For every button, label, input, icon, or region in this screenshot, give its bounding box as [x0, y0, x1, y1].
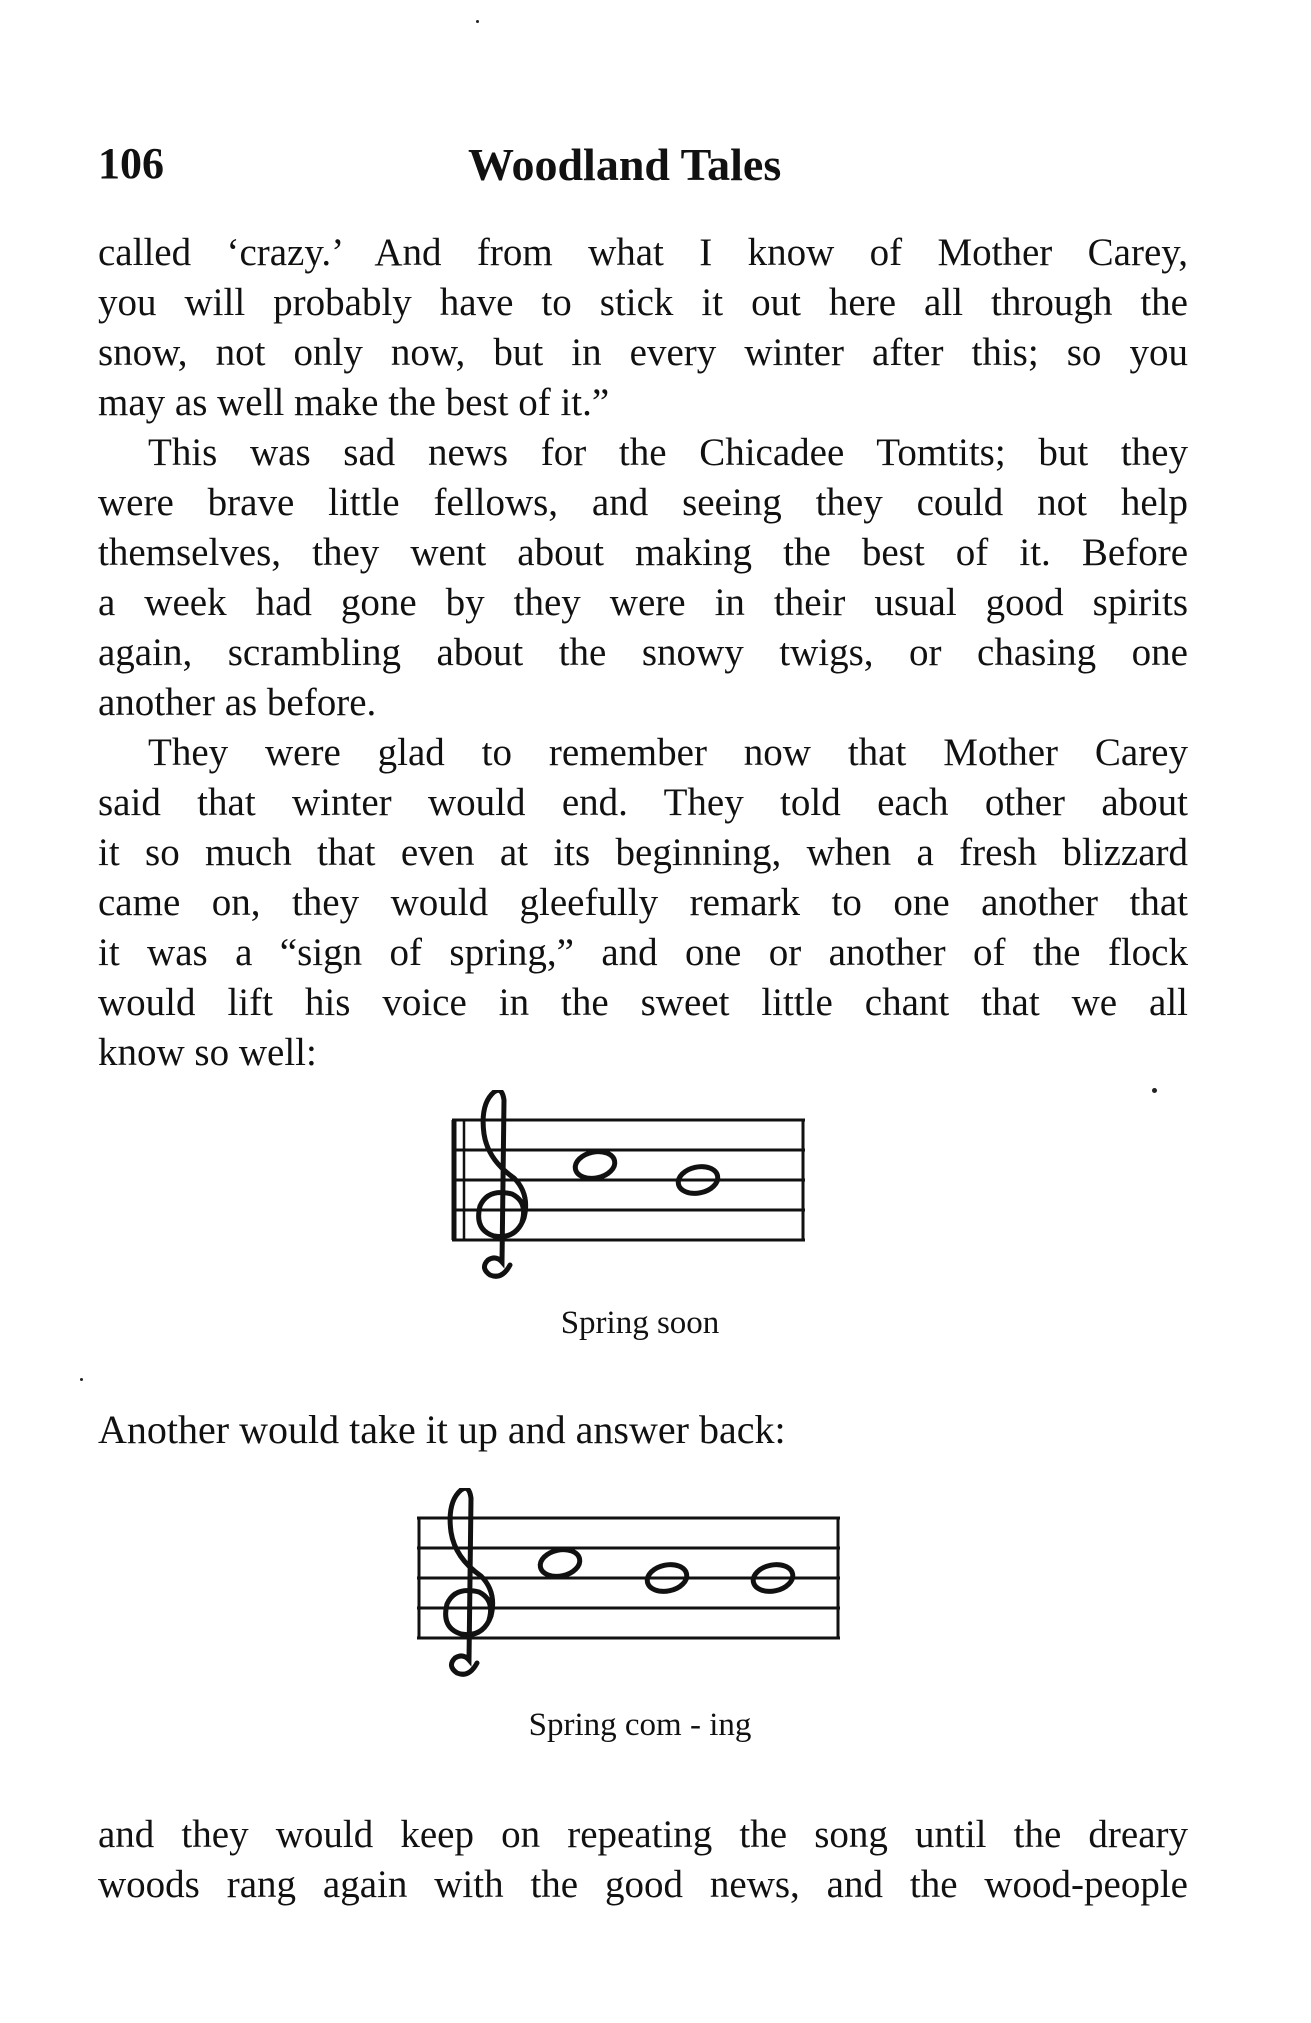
text-line: woods rang again with the good news, and the wood-people: [98, 1863, 1188, 1906]
scan-speck: [80, 1378, 83, 1381]
text-line: another as before.: [98, 681, 377, 724]
music-staff-spring-coming: [405, 1488, 855, 1698]
text-line: it so much that even at its beginning, when a fresh blizzard: [98, 831, 1188, 874]
music-staff-spring-soon: [440, 1090, 820, 1300]
text-line: snow, not only now, but in every winter after this; so you: [98, 331, 1188, 374]
scan-speck: [1152, 1088, 1157, 1093]
whole-note: [573, 1148, 618, 1182]
text-line: may as well make the best of it.”: [98, 381, 610, 424]
page-header: [98, 138, 1188, 198]
text-line: again, scrambling about the snowy twigs, or chasing one: [98, 631, 1188, 674]
text-line: called ‘crazy.’ And from what I know of Mother Carey,: [98, 231, 1188, 274]
running-title: Woodland Tales: [468, 139, 782, 190]
text-line: know so well:: [98, 1031, 317, 1074]
text-line: came on, they would gleefully remark to one another that: [98, 881, 1188, 924]
music-caption: Spring soon: [560, 1305, 720, 1341]
text-line: said that winter would end. They told each other about: [98, 781, 1188, 824]
text-line: would lift his voice in the sweet little chant that we all: [98, 981, 1188, 1024]
scan-speck: [476, 20, 479, 23]
text-line: and they would keep on repeating the song until the dreary: [98, 1813, 1188, 1856]
text-line: you will probably have to stick it out here all through the: [98, 281, 1188, 324]
text-line: a week had gone by they were in their usual good spirits: [98, 581, 1188, 624]
text-line: This was sad news for the Chicadee Tomtits; but they: [148, 431, 1188, 474]
text-line: it was a “sign of spring,” and one or another of the flock: [98, 931, 1188, 974]
page-number: 106: [98, 139, 164, 188]
music-caption: Spring com - ing: [528, 1707, 752, 1743]
text-line: were brave little fellows, and seeing they could not help: [98, 481, 1188, 524]
treble-clef-icon: [479, 1090, 526, 1276]
whole-note: [538, 1546, 583, 1580]
treble-clef-icon: [446, 1488, 493, 1674]
text-line: Another would take it up and answer back:: [98, 1407, 786, 1452]
text-line: They were glad to remember now that Mother Carey: [148, 731, 1188, 774]
text-line: themselves, they went about making the best of it. Before: [98, 531, 1188, 574]
